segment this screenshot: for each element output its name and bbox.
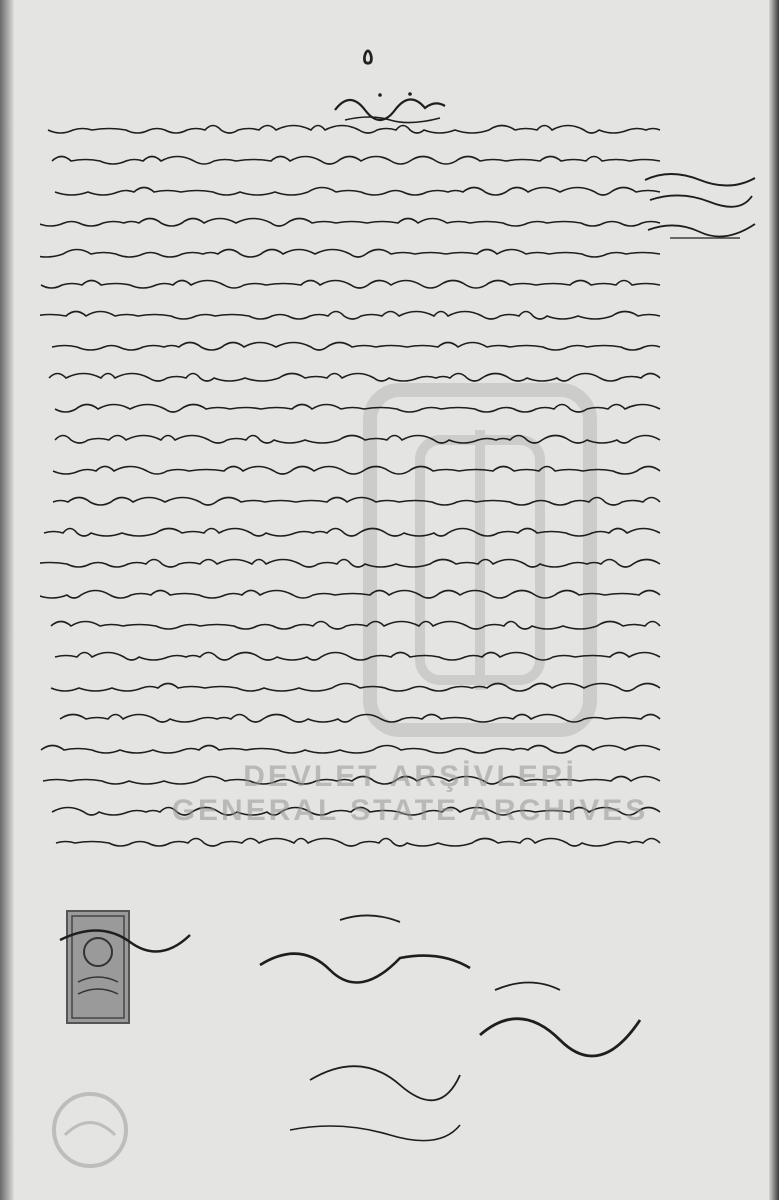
handwritten-line [60, 715, 660, 723]
page-right-edge [769, 0, 779, 1200]
handwritten-line [51, 622, 660, 630]
watermark-line-1: DEVLET ARŞİVLERİ [243, 760, 577, 793]
archive-corner-seal [40, 1080, 140, 1180]
handwritten-line [41, 746, 660, 754]
handwritten-line [52, 157, 660, 165]
handwritten-line [40, 312, 660, 320]
handwritten-line [40, 560, 660, 568]
handwritten-line [44, 529, 660, 537]
page-number: ٥ [362, 44, 374, 70]
handwritten-line [41, 281, 660, 289]
handwritten-line [53, 467, 660, 475]
handwritten-line [49, 374, 660, 382]
handwritten-line [40, 219, 660, 227]
handwritten-line [40, 591, 660, 599]
handwritten-line [55, 436, 660, 444]
watermark-line-2: GENERAL STATE ARCHIVES [171, 794, 649, 827]
handwritten-line [55, 405, 660, 413]
handwritten-line [53, 498, 660, 506]
handwritten-line [48, 126, 660, 134]
handwritten-line [40, 250, 660, 258]
handwritten-line [51, 684, 660, 692]
archive-watermark [150, 760, 670, 850]
handwritten-line [55, 653, 660, 661]
handwritten-line [52, 343, 660, 351]
page-left-edge [0, 0, 14, 1200]
handwritten-line [55, 188, 660, 196]
